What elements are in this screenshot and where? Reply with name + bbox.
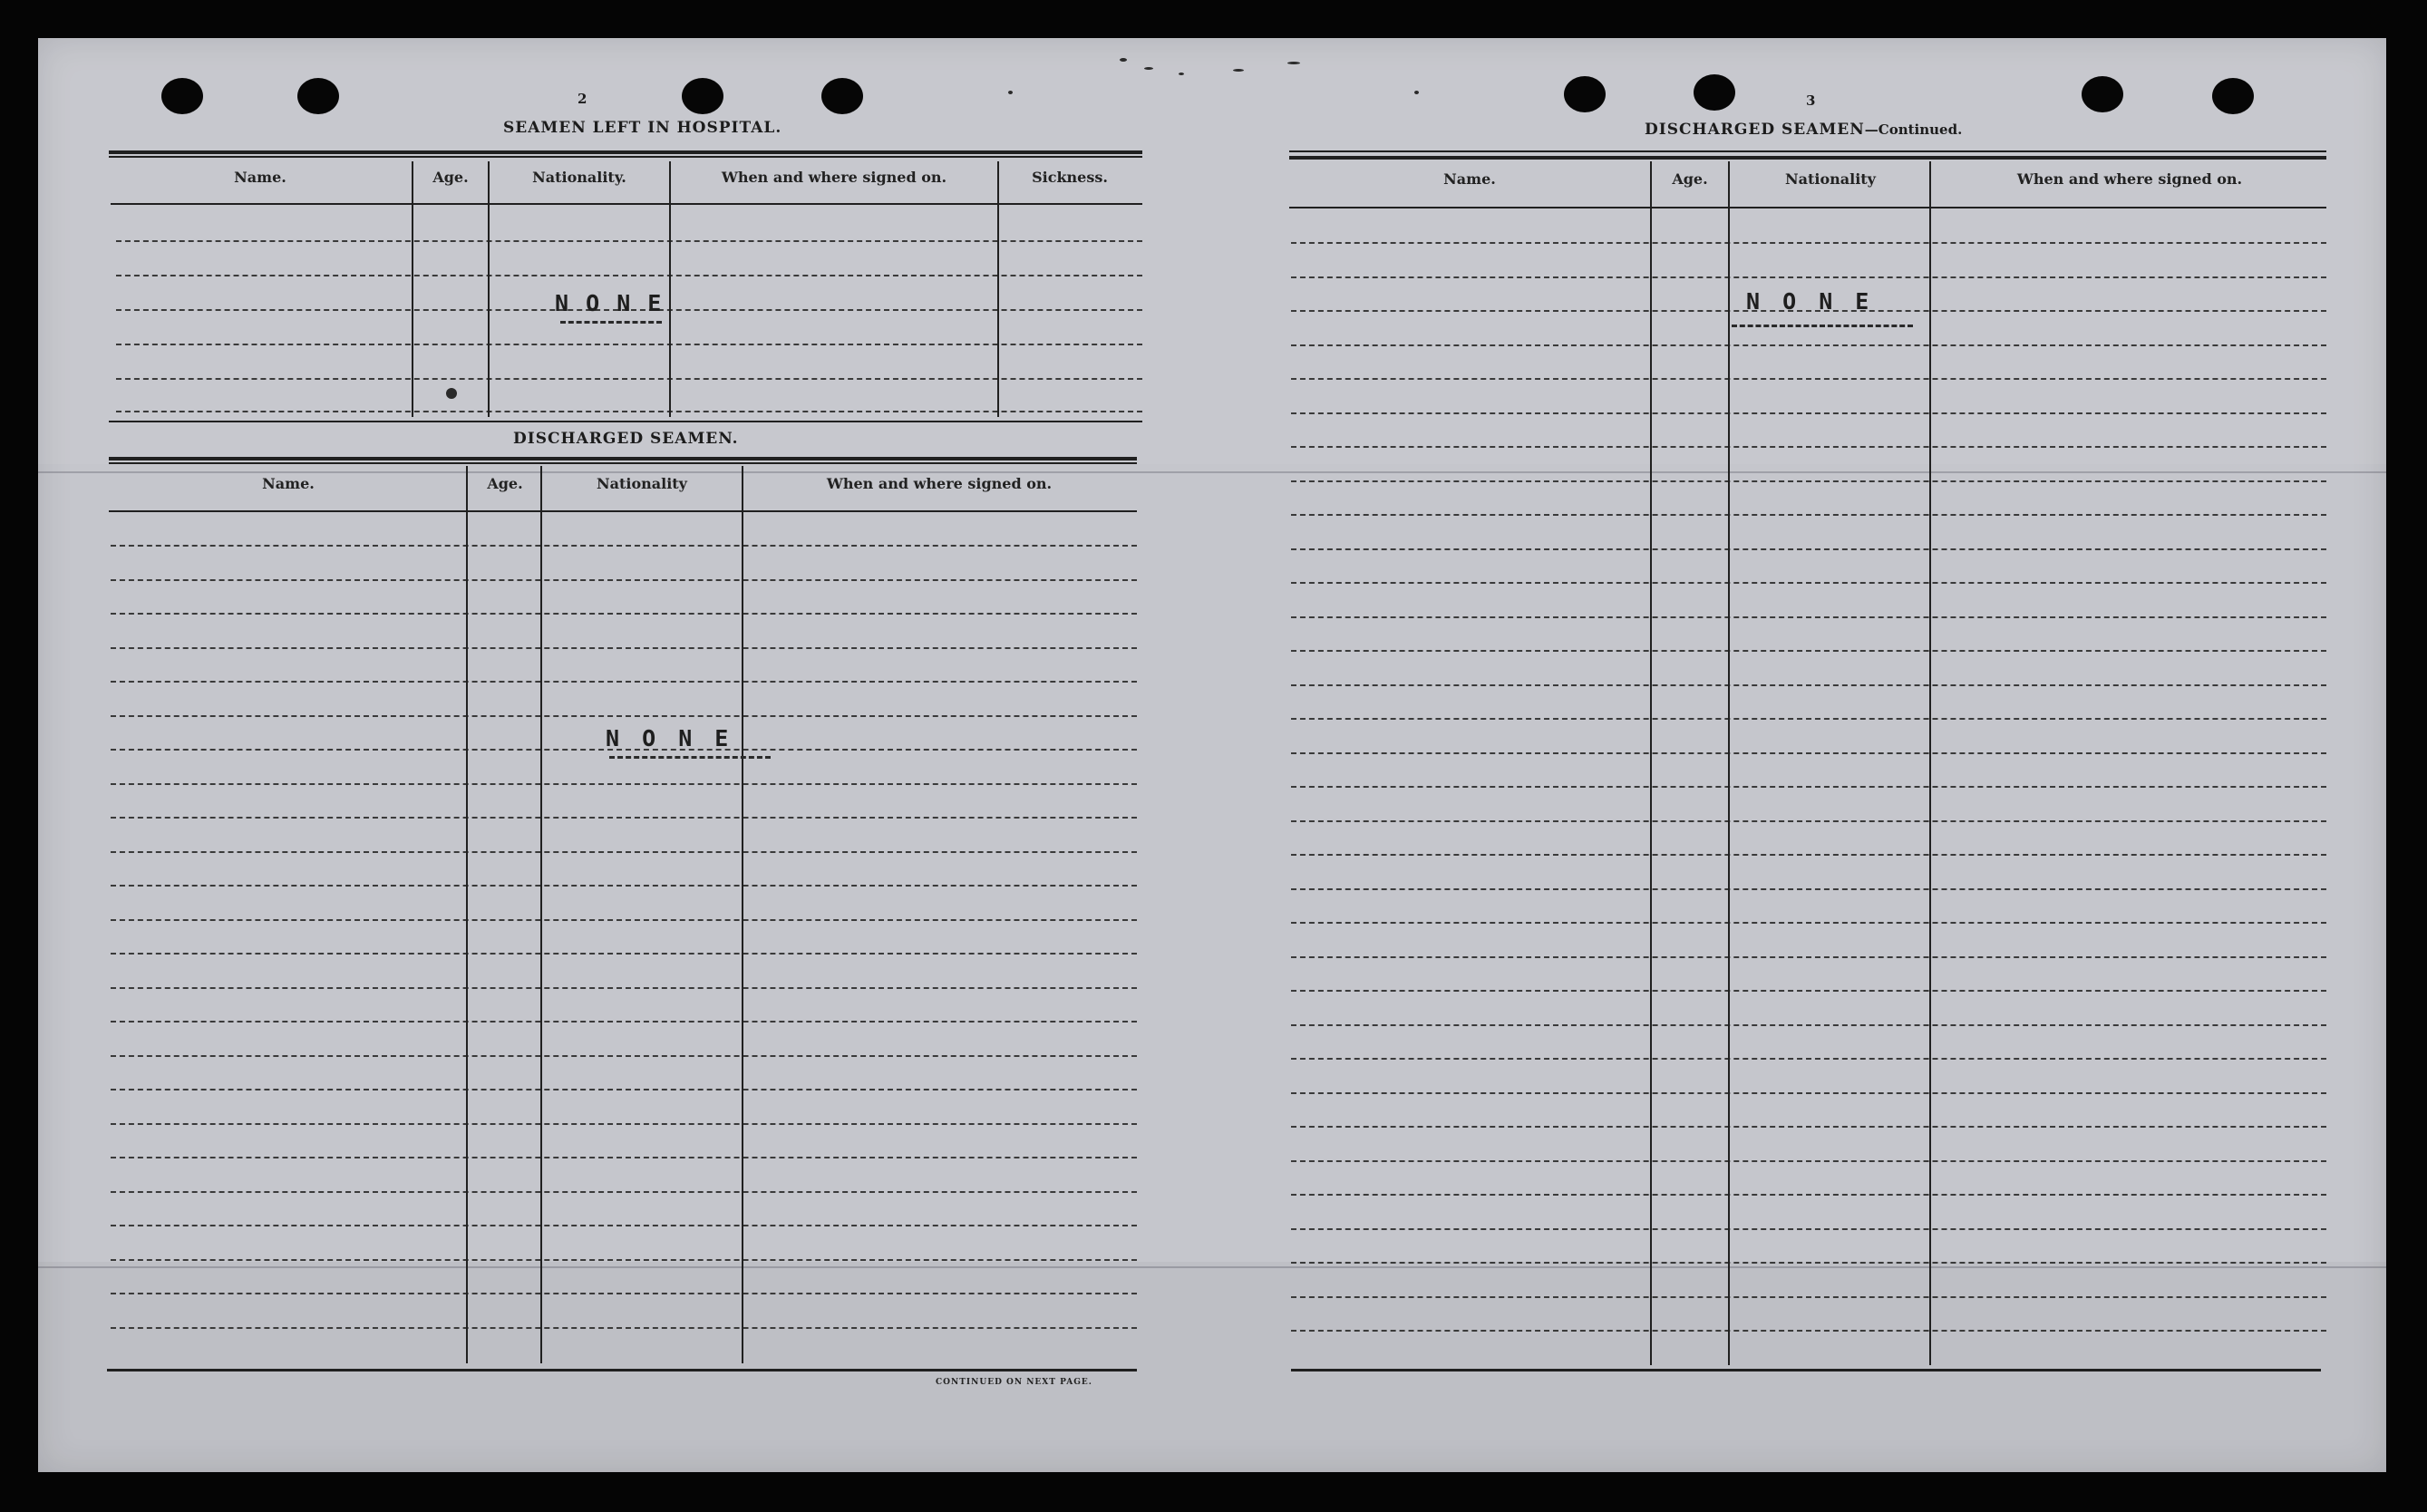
entry-line <box>111 783 1137 785</box>
entry-line <box>111 851 1137 853</box>
entry-line <box>1291 922 2326 924</box>
entry-line <box>116 411 1142 412</box>
entry-line <box>111 1225 1137 1226</box>
column-divider <box>1929 161 1931 1365</box>
entry-line <box>1291 582 2326 584</box>
column-header: Age. <box>487 475 523 492</box>
title-main: DISCHARGED SEAMEN <box>1645 121 1865 139</box>
punch-hole <box>682 78 723 114</box>
column-divider <box>540 466 542 1363</box>
punch-hole <box>2082 76 2123 112</box>
stamp-underline <box>1732 325 1913 327</box>
entry-line <box>1291 1058 2326 1060</box>
entry-line <box>111 885 1137 887</box>
entry-line <box>111 613 1137 615</box>
entry-line <box>1291 956 2326 958</box>
none-stamp-discharged: N O N E <box>606 725 731 751</box>
column-header: Name. <box>234 169 286 186</box>
ink-speck <box>1120 58 1127 62</box>
section-title-hospital: SEAMEN LEFT IN HOSPITAL. <box>503 119 782 137</box>
entry-line <box>111 953 1137 955</box>
page-number: 2 <box>578 91 587 107</box>
column-header: When and where signed on. <box>826 475 1053 492</box>
entry-line <box>1291 480 2326 482</box>
column-header: When and where signed on. <box>2016 170 2243 188</box>
column-header: Sickness. <box>1032 169 1108 186</box>
page-number: 3 <box>1806 92 1816 109</box>
rule <box>111 203 1142 205</box>
column-divider <box>742 466 743 1363</box>
entry-line <box>1291 1194 2326 1196</box>
paper-crease-lower <box>38 1266 2386 1268</box>
rule <box>109 457 1137 460</box>
entry-line <box>111 1327 1137 1329</box>
entry-line <box>1291 242 2326 244</box>
punch-hole <box>821 78 863 114</box>
punch-hole <box>161 78 203 114</box>
entry-line <box>111 715 1137 717</box>
column-divider <box>1650 161 1652 1365</box>
rule <box>109 510 1137 512</box>
column-header: Age. <box>432 169 469 186</box>
column-header: Nationality. <box>532 169 626 186</box>
entry-line <box>1291 684 2326 686</box>
ink-speck <box>446 388 457 399</box>
entry-line <box>1291 1024 2326 1026</box>
column-divider <box>1728 161 1730 1365</box>
column-header: Nationality <box>1785 170 1876 188</box>
entry-line <box>1291 1160 2326 1162</box>
entry-line <box>116 378 1142 380</box>
punch-hole <box>1694 74 1735 111</box>
entry-line <box>111 817 1137 819</box>
entry-line <box>111 1191 1137 1193</box>
column-divider <box>997 161 999 417</box>
form-sheet <box>38 38 2386 1472</box>
entry-line <box>111 1123 1137 1125</box>
paper-band-top <box>38 38 2386 464</box>
column-header: When and where signed on. <box>721 169 947 186</box>
section-title-discharged: DISCHARGED SEAMEN. <box>513 430 739 448</box>
entry-line <box>111 647 1137 649</box>
column-header: Name. <box>262 475 315 492</box>
entry-line <box>1291 378 2326 380</box>
entry-line <box>1291 650 2326 652</box>
ink-speck <box>1287 62 1300 64</box>
paper-crease <box>38 471 2386 473</box>
entry-line <box>1291 616 2326 618</box>
entry-line <box>1291 888 2326 890</box>
entry-line <box>1291 718 2326 720</box>
entry-line <box>1291 1092 2326 1094</box>
entry-line <box>111 919 1137 921</box>
entry-line <box>1291 820 2326 822</box>
entry-line <box>116 240 1142 242</box>
entry-line <box>1291 854 2326 856</box>
entry-line <box>1291 1126 2326 1128</box>
rule <box>109 156 1142 158</box>
entry-line <box>1291 990 2326 992</box>
section-title-discharged-continued <box>1645 121 1962 139</box>
none-stamp-hospital: N O N E <box>555 290 664 316</box>
rule <box>107 1369 1137 1371</box>
ink-speck <box>1179 73 1184 75</box>
column-divider <box>412 161 413 417</box>
entry-line <box>111 1157 1137 1158</box>
punch-hole <box>297 78 339 114</box>
punch-hole <box>1564 76 1606 112</box>
entry-line <box>111 681 1137 683</box>
entry-line <box>111 1055 1137 1057</box>
stamp-underline <box>609 756 771 759</box>
ink-speck <box>1233 69 1244 72</box>
column-header: Nationality <box>597 475 687 492</box>
ink-speck <box>1414 91 1419 94</box>
entry-line <box>1291 344 2326 346</box>
entry-line <box>111 545 1137 547</box>
rule <box>109 421 1142 422</box>
title-suffix: —Continued. <box>1864 121 1963 138</box>
rule <box>1289 156 2326 160</box>
none-stamp-continued: N O N E <box>1746 288 1871 315</box>
rule <box>1289 207 2326 208</box>
column-header: Name. <box>1443 170 1496 188</box>
column-header: Age. <box>1672 170 1708 188</box>
entry-line <box>111 1089 1137 1090</box>
continued-footer: CONTINUED ON NEXT PAGE. <box>936 1378 1092 1387</box>
ink-speck <box>1008 91 1013 94</box>
entry-line <box>111 1293 1137 1294</box>
rule <box>1289 150 2326 152</box>
entry-line <box>111 987 1137 989</box>
entry-line <box>111 1021 1137 1023</box>
entry-line <box>116 344 1142 345</box>
column-divider <box>669 161 671 417</box>
column-divider <box>488 161 490 417</box>
rule <box>1291 1369 2321 1371</box>
entry-line <box>111 579 1137 581</box>
column-divider <box>466 466 468 1363</box>
stamp-underline <box>560 321 662 324</box>
entry-line <box>1291 276 2326 278</box>
entry-line <box>1291 548 2326 550</box>
entry-line <box>111 1259 1137 1261</box>
entry-line <box>1291 752 2326 754</box>
punch-hole <box>2212 78 2254 114</box>
rule <box>109 462 1137 464</box>
entry-line <box>1291 1330 2326 1332</box>
ink-speck <box>1144 67 1153 70</box>
entry-line <box>1291 1262 2326 1264</box>
entry-line <box>116 275 1142 276</box>
entry-line <box>1291 412 2326 414</box>
entry-line <box>1291 1296 2326 1298</box>
entry-line <box>1291 786 2326 788</box>
rule <box>109 150 1142 154</box>
entry-line <box>1291 446 2326 448</box>
entry-line <box>1291 1228 2326 1230</box>
entry-line <box>1291 514 2326 516</box>
